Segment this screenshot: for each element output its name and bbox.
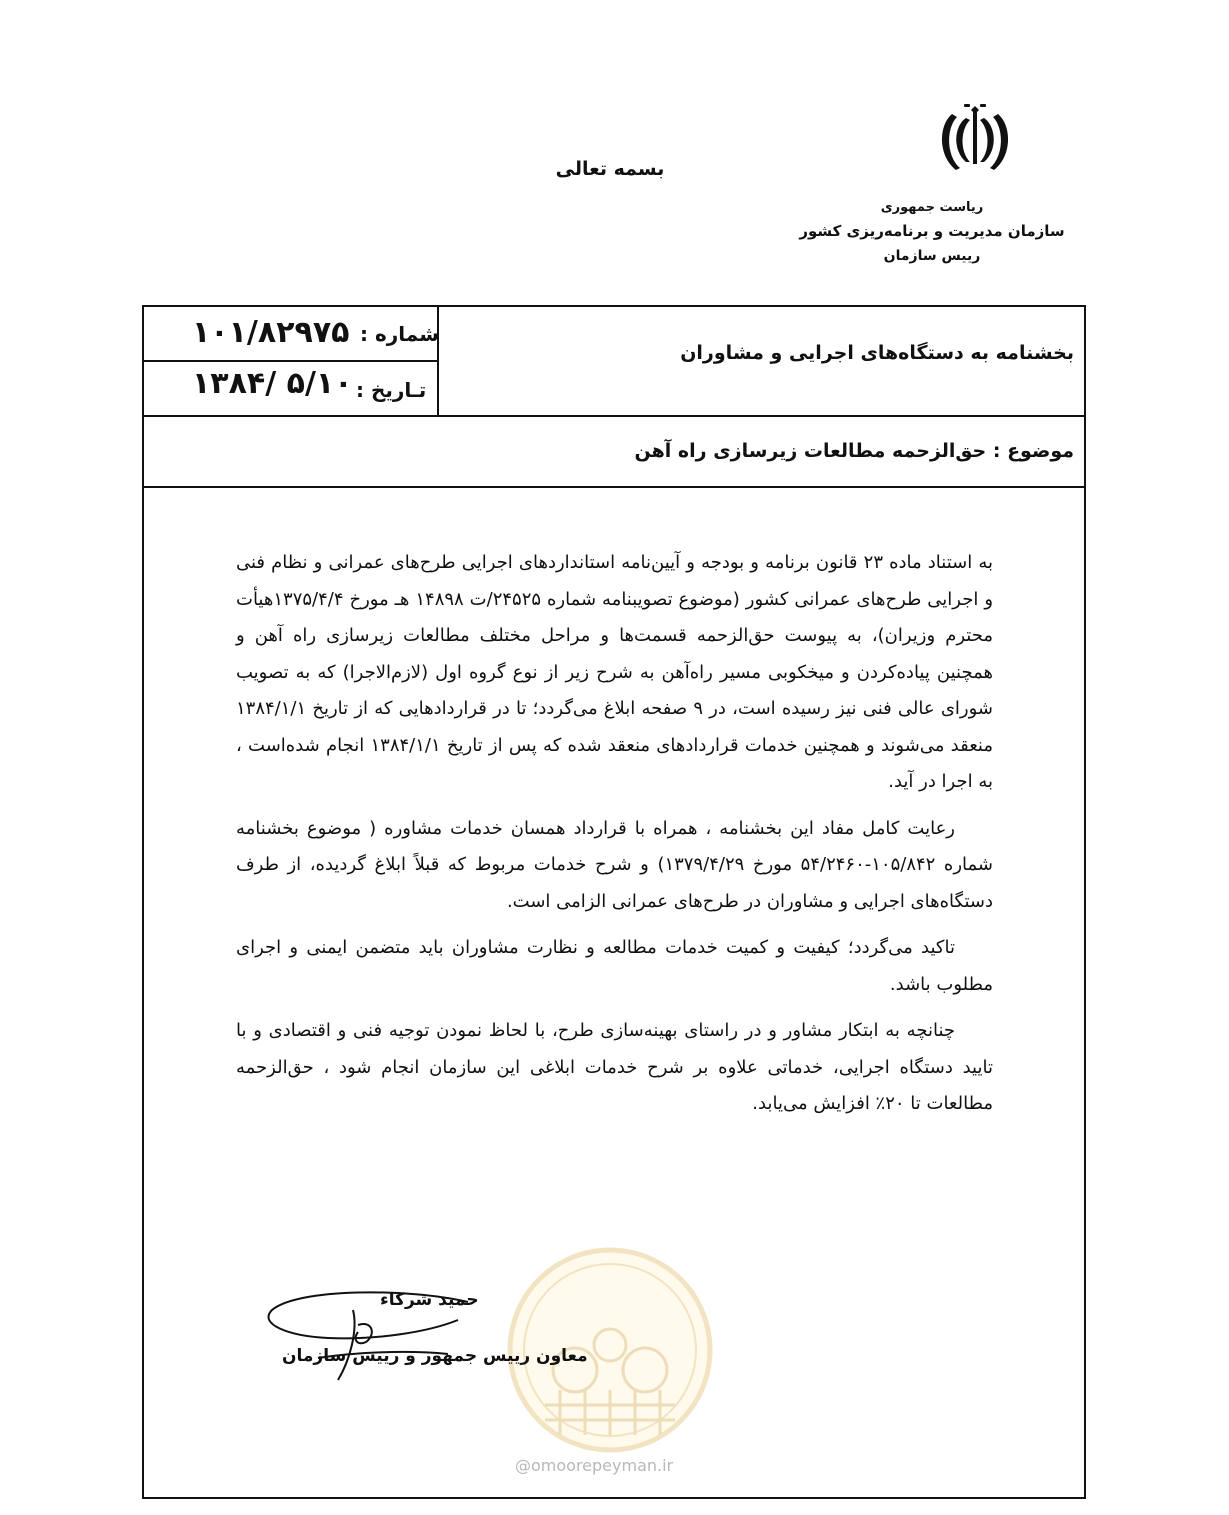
handwritten-signature xyxy=(258,1280,508,1390)
issuer-line-head: رییس سازمان xyxy=(883,248,981,264)
recipients-line: بخشنامه به دستگاه‌های اجرایی و مشاوران xyxy=(680,342,1074,364)
issuer-line-organization: سازمان مدیریت و برنامه‌ریزی کشور xyxy=(799,222,1065,240)
date-value: ۱۳۸۴/ ۵/۱۰ xyxy=(192,366,353,401)
date-label: تـاریخ : xyxy=(356,378,427,402)
body-paragraph-2: رعایت کامل مفاد این بخشنامه ، همراه با قرارداد همسان خدمات مشاوره ( موضوع بخشنامه شماره ۱۰۵/۸۴۲-۵۴/۲۴۶۰ مورخ ۱۳۷۹/۴/۲۹) و شرح خدمات مربوط که قبلاً ابلاغ گردیده، از طرف دستگاه‌های اجرایی و مشاوران در طرح‌های عمرانی الزامی است. xyxy=(236,817,993,912)
meta-cell-divider xyxy=(142,360,438,362)
number-label: شماره : xyxy=(360,322,439,346)
letter-body xyxy=(236,545,993,1133)
signatory-title: معاون رییس جمهور و رییس سازمان xyxy=(282,1346,588,1366)
watermark-url: @omoorepeyman.ir xyxy=(515,1456,674,1475)
body-paragraph-1: به استناد ماده ۲۳ قانون برنامه و بودجه و آیین‌نامه استانداردهای اجرایی طرح‌های عمرانی و نظام فنی و اجرایی طرح‌های عمرانی کشور (موضوع تصویبنامه شماره ۲۴۵۲۵/ت ۱۴۸۹۸ هـ مورخ ۱۳۷۵/۴/۴هیأت محترم وزیران)، به پیوست حق‌الزحمه قسمت‌ها و مراحل مختلف مطالعات زیرسازی راه آهن و همچنین پیاده‌کردن و میخکوبی مسیر راه‌آهن به شرح زیر از نوع گروه اول (لازم‌الاجرا) که به تصویب شورای عالی فنی نیز رسیده است، در ۹ صفحه ابلاغ می‌گردد؛ تا در قراردادهایی که از تاریخ ۱۳۸۴/۱/۱ منعقد می‌شوند و همچنین خدمات قراردادهای منعقد شده که پس از تاریخ ۱۳۸۴/۱/۱ انجام شده‌است ، به اجرا در آید. xyxy=(236,552,994,792)
body-paragraph-3: تاکید می‌گردد؛ کیفیت و کمیت خدمات مطالعه و نظارت مشاوران باید متضمن ایمنی و اجرای مطلوب باشد. xyxy=(236,937,993,995)
issuer-block xyxy=(772,198,1092,268)
basmala: بسمه تعالی xyxy=(555,158,665,180)
header-row-divider xyxy=(142,415,1086,417)
iran-emblem-icon xyxy=(930,100,1020,180)
subject-line: موضوع : حق‌الزحمه مطالعات زیرسازی راه آهن xyxy=(634,440,1074,462)
signatory-name: حمید شرکاء xyxy=(380,1290,479,1310)
body-paragraph-4: چنانچه به ابتکار مشاور و در راستای بهینه‌سازی طرح، با لحاظ نمودن توجیه فنی و اقتصادی و با تایید دستگاه اجرایی، خدماتی علاوه بر شرح خدمات ابلاغی این سازمان انجام شود ، حق‌الزحمه مطالعات تا ۲۰٪ افزایش می‌یابد. xyxy=(236,1020,993,1114)
subject-row-divider xyxy=(142,486,1086,488)
issuer-line-presidency: ریاست جمهوری xyxy=(880,200,984,215)
number-value: ۱۰۱/۸۲۹۷۵ xyxy=(192,315,350,350)
